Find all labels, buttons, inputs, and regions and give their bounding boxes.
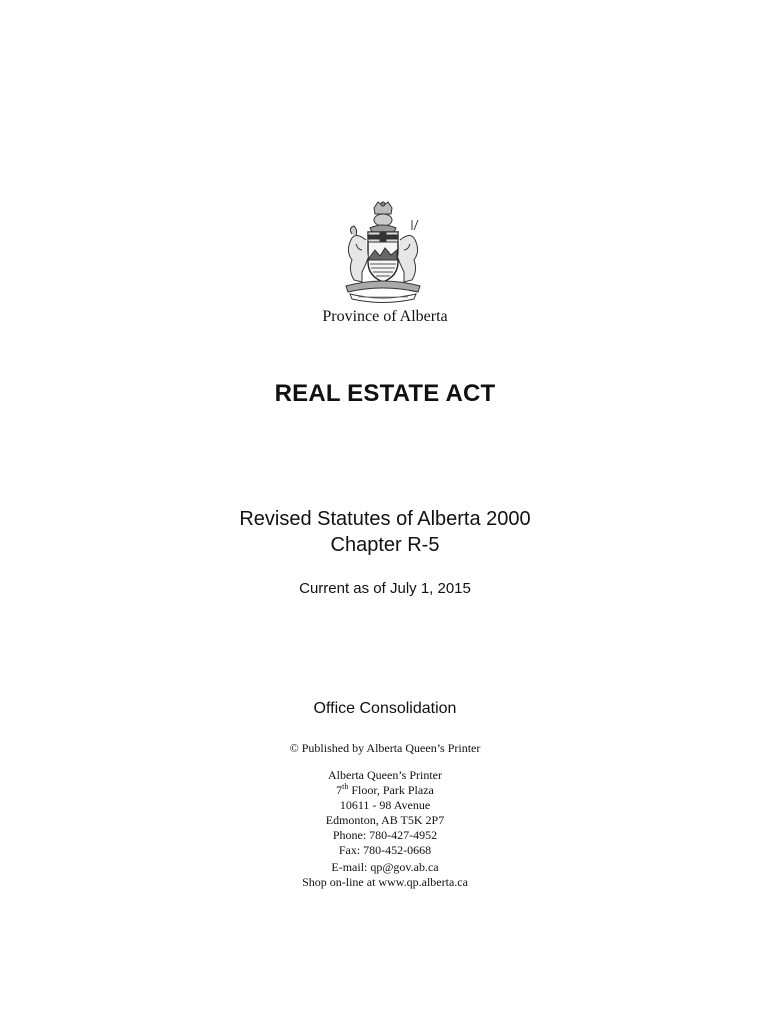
province-name: Province of Alberta [322, 308, 448, 325]
coat-of-arms-icon [328, 200, 438, 304]
statutes-line: Revised Statutes of Alberta 2000 [239, 508, 531, 530]
publisher-email[interactable]: E-mail: qp@gov.ab.ca [331, 860, 439, 874]
publisher-floor: 7th Floor, Park Plaza [336, 782, 434, 797]
chapter-line: Chapter R-5 [330, 534, 440, 556]
publisher-shop-link[interactable]: Shop on-line at www.qp.alberta.ca [302, 875, 468, 889]
publisher-phone: Phone: 780-427-4952 [332, 828, 438, 842]
publisher-contact [0, 860, 770, 890]
publisher-name: Alberta Queen’s Printer [328, 768, 442, 782]
publisher-address [0, 768, 770, 858]
publisher-fax: Fax: 780-452-0668 [338, 843, 432, 857]
published-by: © Published by Alberta Queen’s Printer [289, 741, 481, 755]
current-as-of: Current as of July 1, 2015 [299, 580, 471, 597]
office-consolidation: Office Consolidation [313, 700, 457, 717]
publisher-street: 10611 - 98 Avenue [339, 798, 431, 812]
publisher-city: Edmonton, AB T5K 2P7 [325, 813, 445, 827]
act-title: REAL ESTATE ACT [274, 380, 496, 407]
